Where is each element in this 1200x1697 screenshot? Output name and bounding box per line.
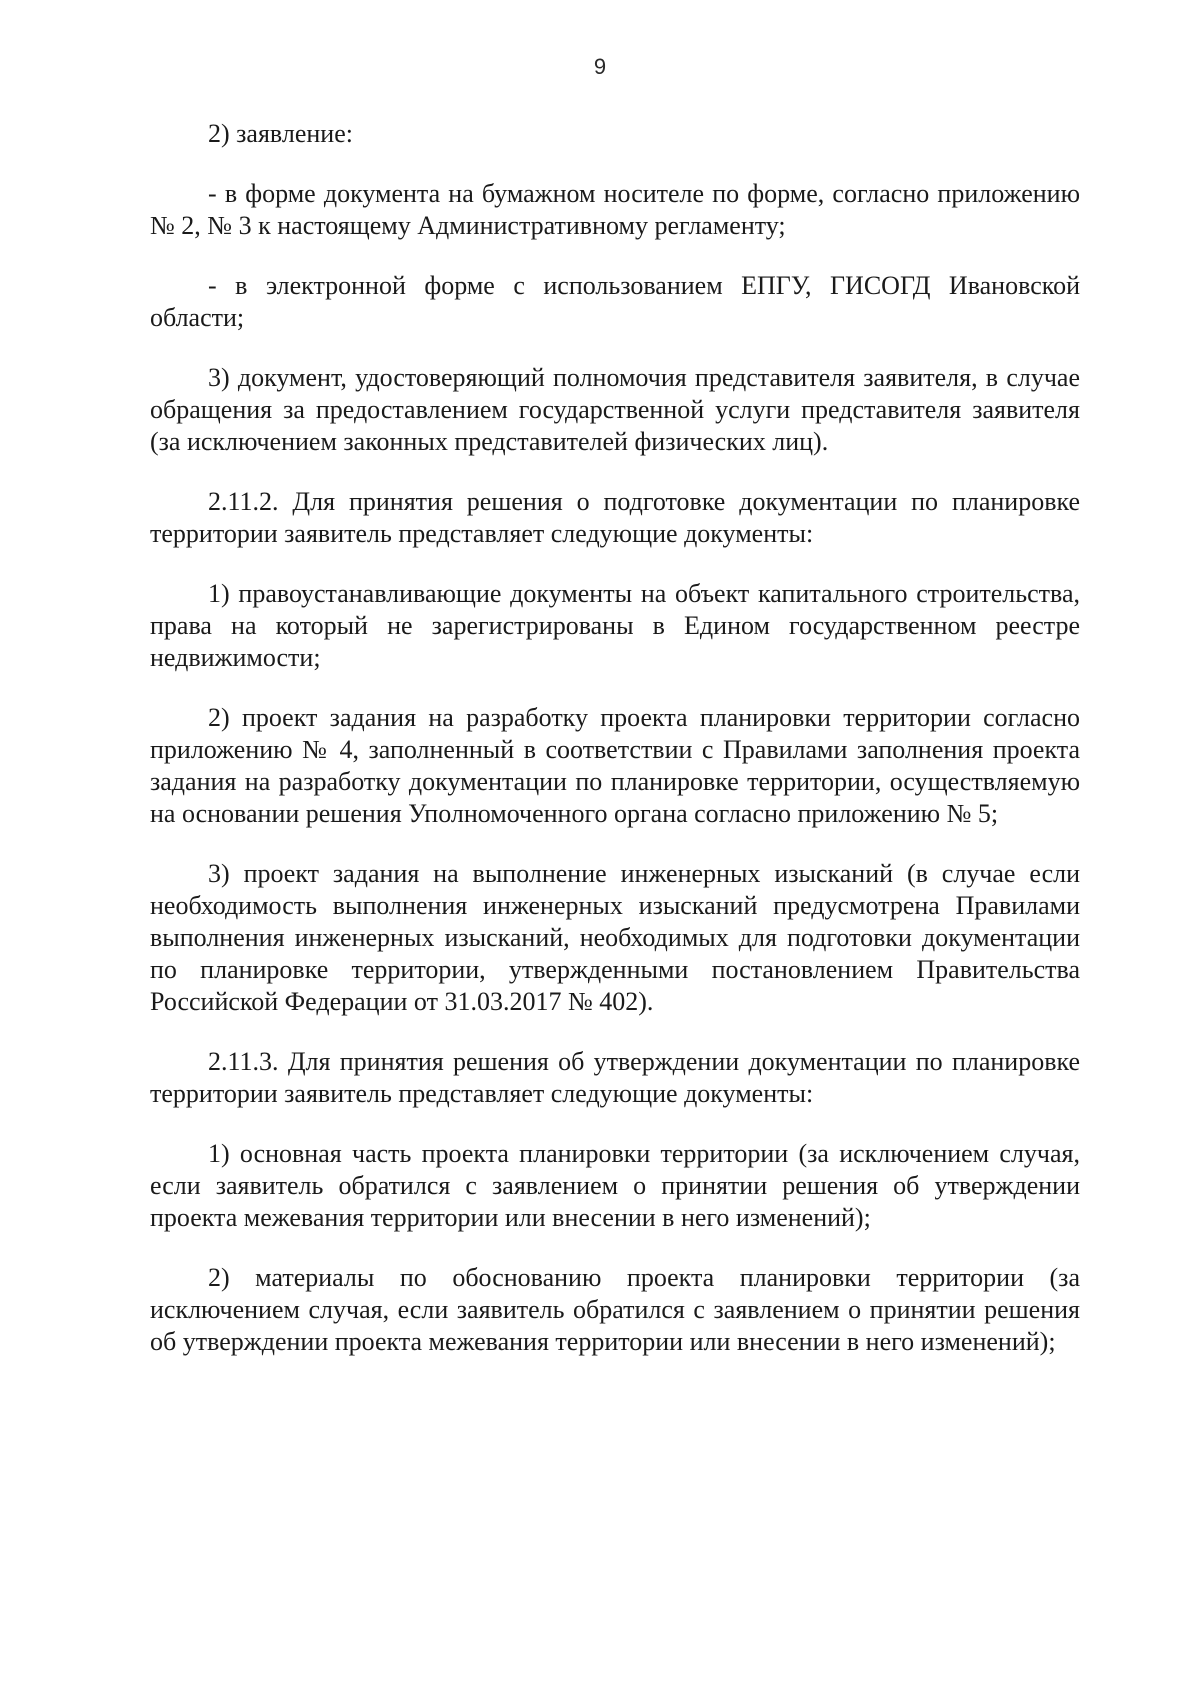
paragraph-representative-document: 3) документ, удостоверяющий полномочия представителя заявителя, в случае обращения за предоставлением государственной услуги представителя заявителя (за исключением законных представителей физических лиц). [150,363,1080,456]
paragraph-main-part-of-project: 1) основная часть проекта планировки территории (за исключением случая, если заявитель обратился с заявлением о принятии решения об утверждении проекта межевания территории или внесении в него изменений); [150,1139,1080,1232]
paragraph-section-2-11-3: 2.11.3. Для принятия решения об утверждении документации по планировке территории заявитель представляет следующие документы: [150,1047,1080,1108]
paragraph-section-2-11-2: 2.11.2. Для принятия решения о подготовке документации по планировке территории заявитель представляет следующие документы: [150,487,1080,548]
paragraph-title-documents: 1) правоустанавливающие документы на объект капитального строительства, права на который не зарегистрированы в Едином государственном реестре недвижимости; [150,579,1080,672]
paragraph-justification-materials: 2) материалы по обоснованию проекта планировки территории (за исключением случая, если заявитель обратился с заявлением о принятии решения об утверждении проекта межевания территории или внесении в него изменений); [150,1263,1080,1356]
paragraph-planning-task-draft: 2) проект задания на разработку проекта планировки территории согласно приложению № 4, заполненный в соответствии с Правилами заполнения проекта задания на разработку документации по планировке территории, осуществляемую на основании решения Уполномоченного органа согласно приложению № 5; [150,703,1080,828]
paragraph-engineering-survey-task: 3) проект задания на выполнение инженерных изысканий (в случае если необходимость выполнения инженерных изысканий предусмотрена Правилами выполнения инженерных изысканий, необходимых для подготовки документации по планировке территории, утвержденными постановлением Правительства Российской Федерации от 31.03.2017 № 402). [150,859,1080,1016]
paragraph-application: 2) заявление: [208,119,353,148]
document-body [150,118,1080,1386]
paragraph-electronic-form: - в электронной форме с использованием ЕПГУ, ГИСОГД Ивановской области; [150,271,1080,332]
page-number: 9 [593,54,607,79]
paragraph-paper-form: - в форме документа на бумажном носителе по форме, согласно приложению № 2, № 3 к настоящему Административному регламенту; [150,179,1080,240]
